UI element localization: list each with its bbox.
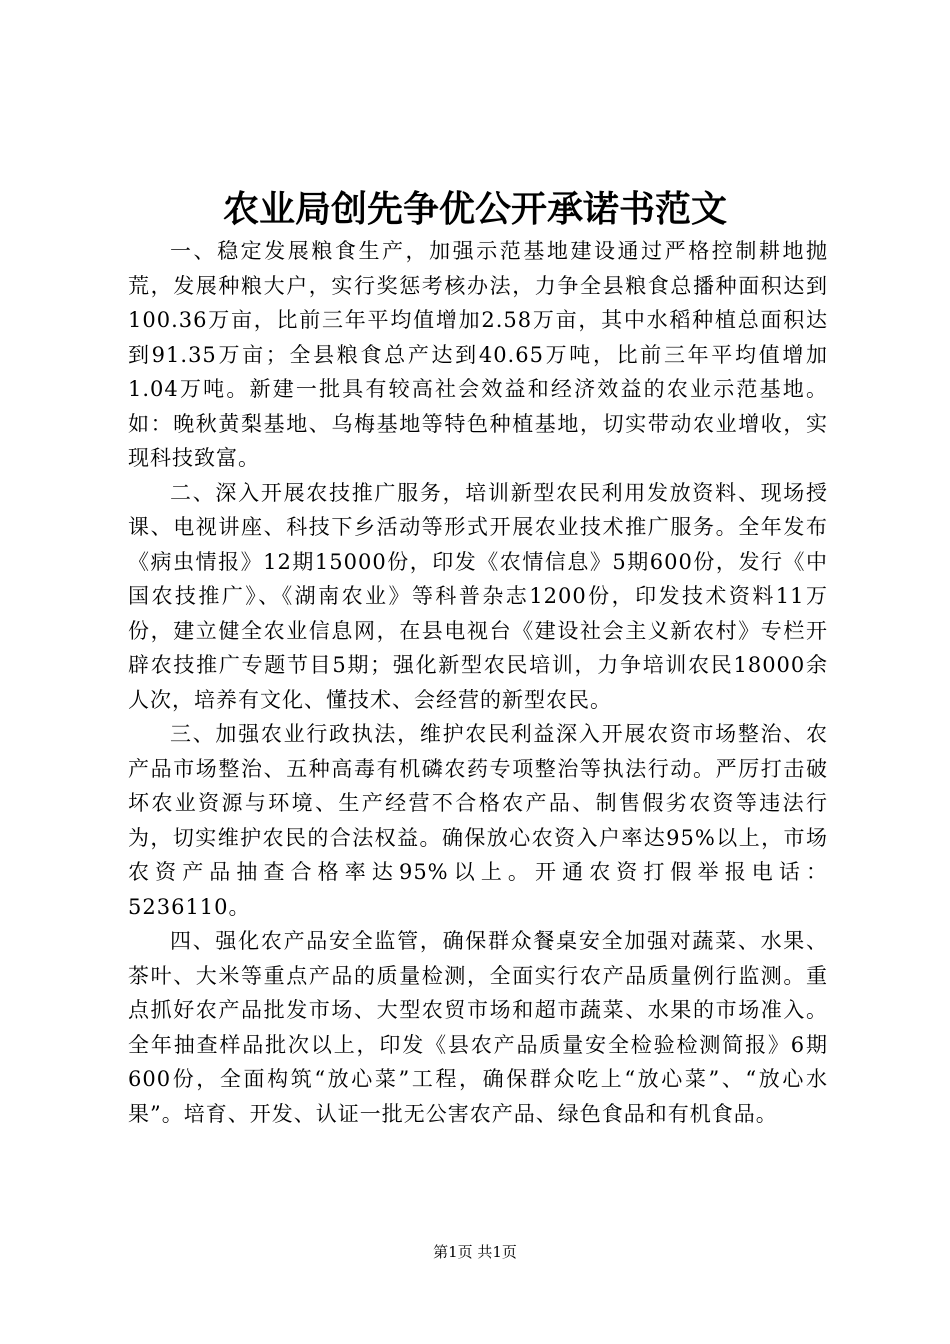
paragraph-law-enforcement: 三、加强农业行政执法，维护农民利益深入开展农资市场整治、农产品市场整治、五种高毒有机磷农药专项整治等执法行动。严厉打击破坏农业资源与环境、生产经营不合格农产品、制售假劣农资等违法行为，切实维护农民的合法权益。确保放心农资入户率达95%以上，市场农资产品抽查合格率达95%以上。开通农资打假举报电话：5236110。 [128,722,828,919]
document-body [128,234,828,1131]
paragraph-tech-extension: 二、深入开展农技推广服务，培训新型农民利用发放资料、现场授课、电视讲座、科技下乡活动等形式开展农业技术推广服务。全年发布《病虫情报》12期15000份，印发《农情信息》5期600份，发行《中国农技推广》、《湖南农业》等科普杂志1200份，印发技术资料11万份，建立健全农业信息网，在县电视台《建设社会主义新农村》专栏开辟农技推广专题节目5期；强化新型农民培训，力争培训农民18000余人次，培养有文化、懂技术、会经营的新型农民。 [128,480,828,712]
document-title: 农业局创先争优公开承诺书范文 [222,189,727,230]
paragraph-grain-production: 一、稳定发展粮食生产，加强示范基地建设通过严格控制耕地抛荒，发展种粮大户，实行奖惩考核办法，力争全县粮食总播种面积达到100.36万亩，比前三年平均值增加2.58万亩，其中水稻种植总面积达到91.35万亩；全县粮食总产达到40.65万吨，比前三年平均值增加1.04万吨。新建一批具有较高社会效益和经济效益的农业示范基地。如：晚秋黄梨基地、乌梅基地等特色种植基地，切实带动农业增收，实现科技致富。 [128,239,828,470]
page-footer: 第1页 共1页 [433,1243,517,1261]
paragraph-food-safety: 四、强化农产品安全监管，确保群众餐桌安全加强对蔬菜、水果、茶叶、大米等重点产品的质量检测，全面实行农产品质量例行监测。重点抓好农产品批发市场、大型农贸市场和超市蔬菜、水果的市场准入。全年抽查样品批次以上，印发《县农产品质量安全检验检测简报》6期600份，全面构筑“放心菜”工程，确保群众吃上“放心菜”、“放心水果”。培育、开发、认证一批无公害农产品、绿色食品和有机食品。 [128,929,828,1126]
